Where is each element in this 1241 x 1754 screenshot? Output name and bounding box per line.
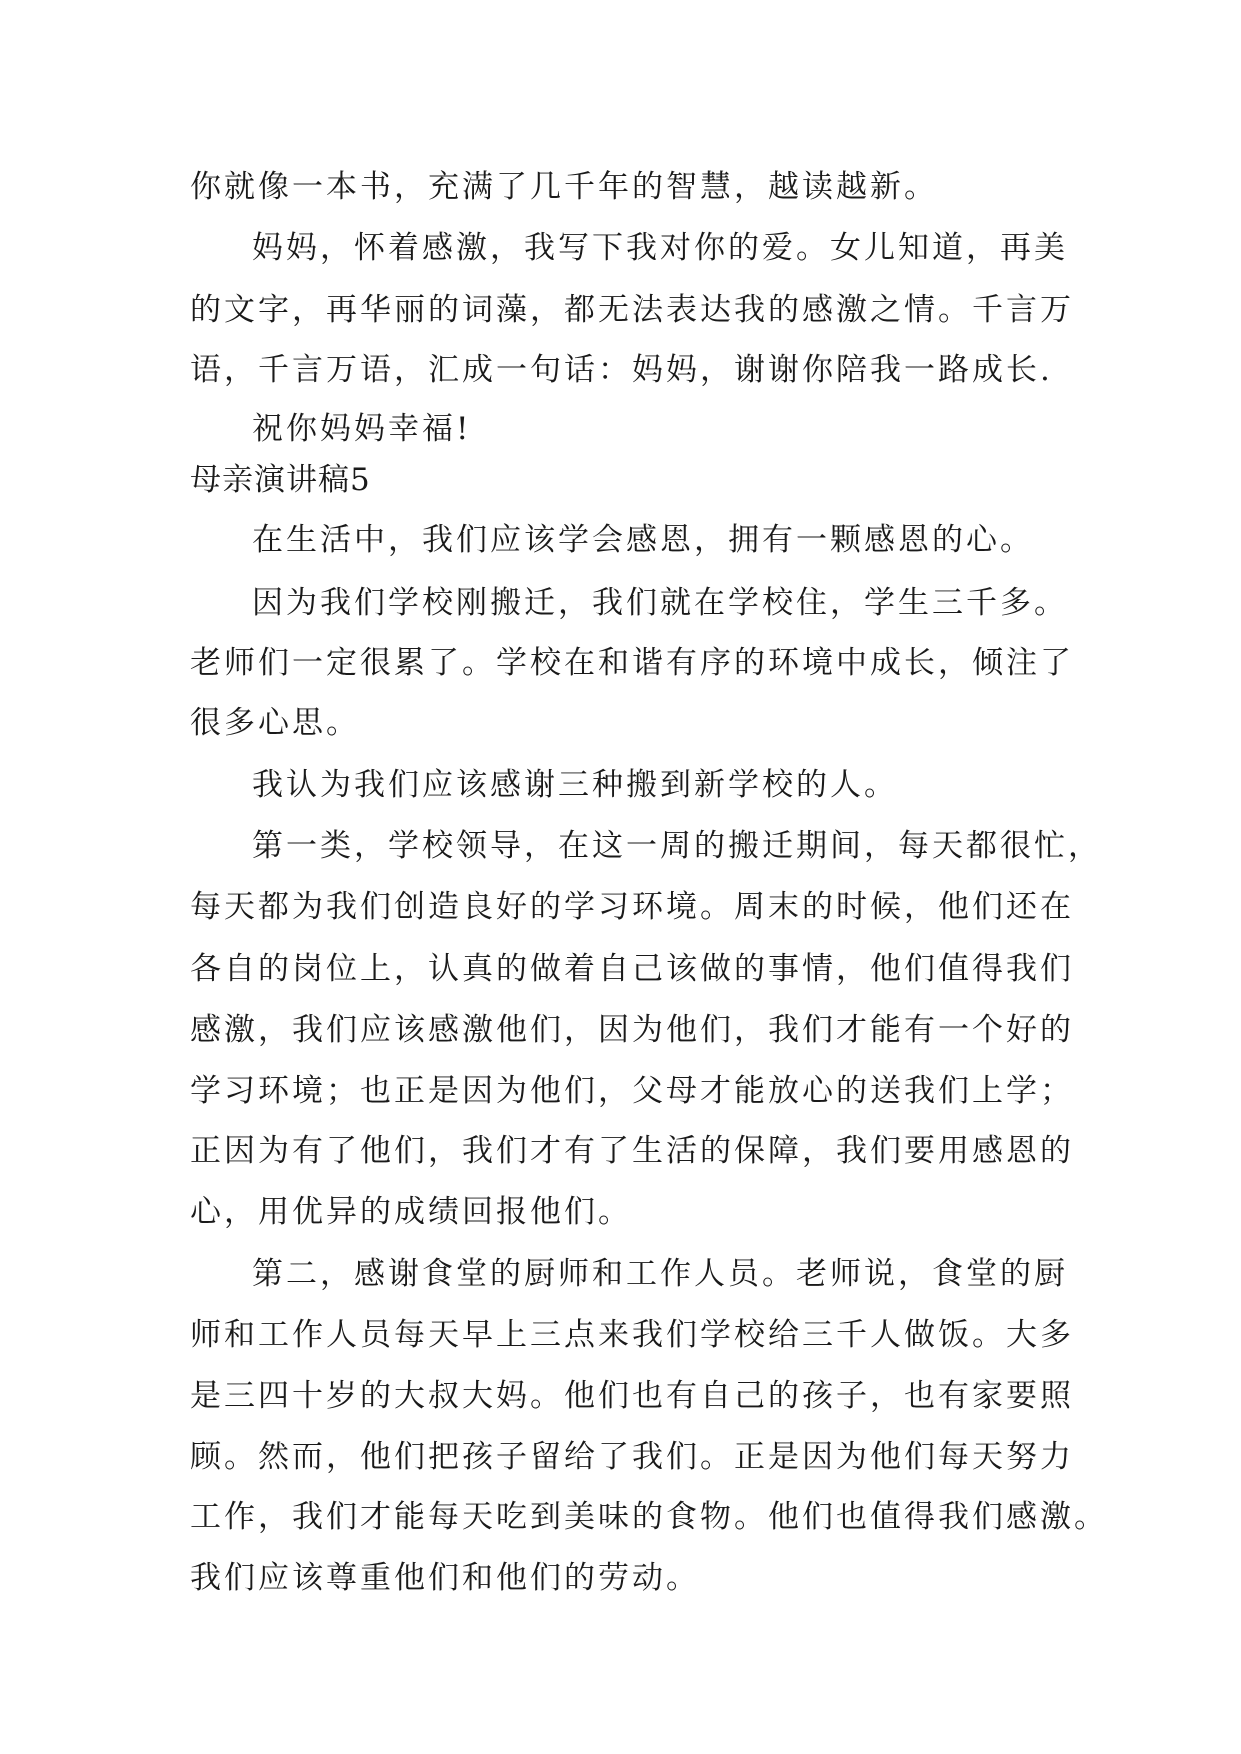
text-line: 很多心思。 bbox=[190, 705, 360, 741]
text-line: 因为我们学校刚搬迁，我们就在学校住，学生三千多。 bbox=[252, 585, 1068, 621]
text-line: 我认为我们应该感谢三种搬到新学校的人。 bbox=[252, 767, 898, 803]
text-line: 感激，我们应该感激他们，因为他们，我们才能有一个好的 bbox=[190, 1012, 1074, 1048]
text-line: 的文字，再华丽的词藻，都无法表达我的感激之情。千言万 bbox=[190, 292, 1074, 328]
text-line: 你就像一本书，充满了几千年的智慧，越读越新。 bbox=[190, 169, 938, 205]
text-line: 第二，感谢食堂的厨师和工作人员。老师说，食堂的厨 bbox=[252, 1256, 1068, 1292]
text-line: 每天都为我们创造良好的学习环境。周末的时候，他们还在 bbox=[190, 889, 1074, 925]
text-line: 学习环境；也正是因为他们，父母才能放心的送我们上学； bbox=[190, 1073, 1074, 1109]
text-line: 在生活中，我们应该学会感恩，拥有一颗感恩的心。 bbox=[252, 522, 1034, 558]
text-line: 妈妈，怀着感激，我写下我对你的爱。女儿知道，再美 bbox=[252, 230, 1068, 266]
text-line: 老师们一定很累了。学校在和谐有序的环境中成长，倾注了 bbox=[190, 645, 1074, 681]
text-line: 语，千言万语，汇成一句话：妈妈，谢谢你陪我一路成长. bbox=[190, 352, 1053, 388]
text-line: 我们应该尊重他们和他们的劳动。 bbox=[190, 1560, 700, 1596]
text-line: 各自的岗位上，认真的做着自己该做的事情，他们值得我们 bbox=[190, 951, 1074, 987]
section-heading: 母亲演讲稿5 bbox=[190, 462, 371, 498]
text-line: 工作，我们才能每天吃到美味的食物。他们也值得我们感激。 bbox=[190, 1499, 1108, 1535]
text-line: 祝你妈妈幸福! bbox=[252, 411, 472, 447]
text-line: 顾。然而，他们把孩子留给了我们。正是因为他们每天努力 bbox=[190, 1439, 1074, 1475]
text-line: 是三四十岁的大叔大妈。他们也有自己的孩子，也有家要照 bbox=[190, 1378, 1074, 1414]
text-line: 正因为有了他们，我们才有了生活的保障，我们要用感恩的 bbox=[190, 1133, 1074, 1169]
text-line: 心，用优异的成绩回报他们。 bbox=[190, 1194, 632, 1230]
text-line: 师和工作人员每天早上三点来我们学校给三千人做饭。大多 bbox=[190, 1317, 1074, 1353]
text-line: 第一类，学校领导，在这一周的搬迁期间，每天都很忙， bbox=[252, 828, 1102, 864]
